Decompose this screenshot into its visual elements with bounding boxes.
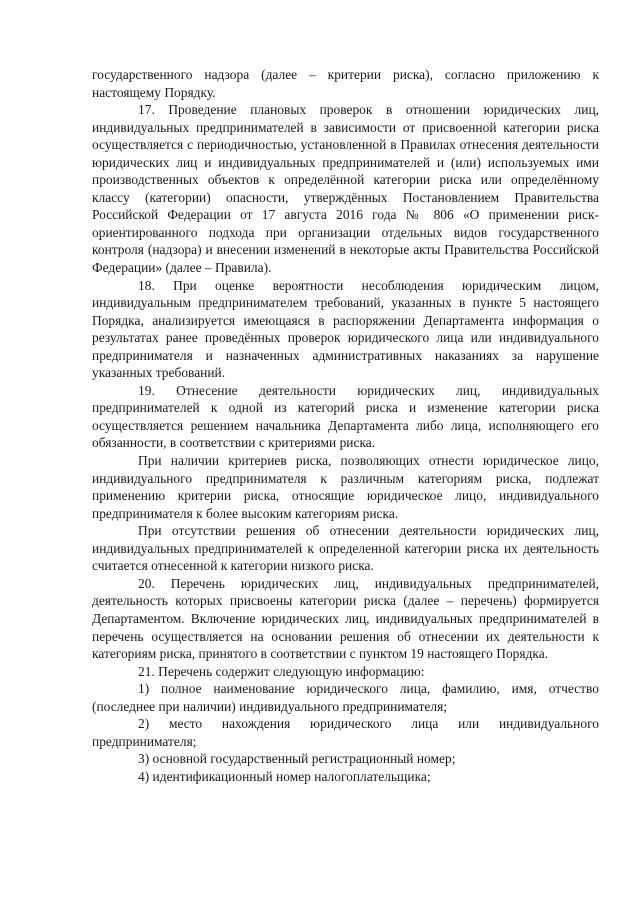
paragraph-19: 19. Отнесение деятельности юридических лиц, индивидуальных предпринимателей к одной из категорий риска и изменение категории риска осуществляется решением начальника Департамента либо лица, исполняющего его обязанности, в соответствии с критериями риска. [92,382,599,451]
paragraph-19-no-decision: При отсутствии решения об отнесении деятельности юридических лиц, индивидуальных предпринимателей к определенной категории риска их деятельность считается отнесенной к категории низкого риска. [92,523,599,574]
paragraph-continuation: государственного надзора (далее – критерии риска), согласно приложению к настоящему Порядку. [92,67,599,100]
list-item-21-1: 1) полное наименование юридического лица, фамилию, имя, отчество (последнее при наличии) индивидуального предпринимателя; [92,681,599,714]
paragraph-17: 17. Проведение плановых проверок в отношении юридических лиц, индивидуальных предпринимателей в зависимости от присвоенной категории риска осуществляется с периодичностью, установленной в Правилах отнесения деятельности юридических лиц и индивидуальных предпринимателей и (или) используемых ими производственных объектов к определённой категории риска или определённому классу (категории) опасности, утверждённых Постановлением Правительства Российской Федерации от 17 августа 2016 года № 806 «О применении риск-ориентированного подхода при организации отдельных видов государственного контроля (надзора) и внесении изменений в некоторые акты Правительства Российской Федерации» (далее – Правила). [92,102,599,276]
list-item-21-4: 4) идентификационный номер налогоплательщика; [138,768,431,784]
list-item-21-2: 2) место нахождения юридического лица или индивидуального предпринимателя; [92,716,599,749]
paragraph-19-risk-criteria: При наличии критериев риска, позволяющих отнести юридическое лицо, индивидуального предпринимателя к различным категориям риска, подлежат применению критерии риска, относящие юридическое лицо, индивидуального предпринимателя к более высоким категориям риска. [92,453,599,521]
list-item-21-3: 3) основной государственный регистрационный номер; [138,751,456,767]
paragraph-20: 20. Перечень юридических лиц, индивидуальных предпринимателей, деятельность которых присвоены категории риска (далее – перечень) формируется Департаментом. Включение юридических лиц, индивидуальных предпринимателей в перечень осуществляется на основании решения об отнесении их деятельности к категориям риска, принятого в соответствии с пунктом 19 настоящего Порядка. [92,575,599,662]
paragraph-18: 18. При оценке вероятности несоблюдения юридическим лицом, индивидуальным предпринимателем требований, указанных в пункте 5 настоящего Порядка, анализируется имеющаяся в распоряжении Департамента информация о результатах ранее проведённых проверок юридического лица или индивидуального предпринимателя и назначенных административных наказаниях за нарушение указанных требований. [92,277,599,381]
paragraph-21: 21. Перечень содержит следующую информацию: [138,663,425,679]
